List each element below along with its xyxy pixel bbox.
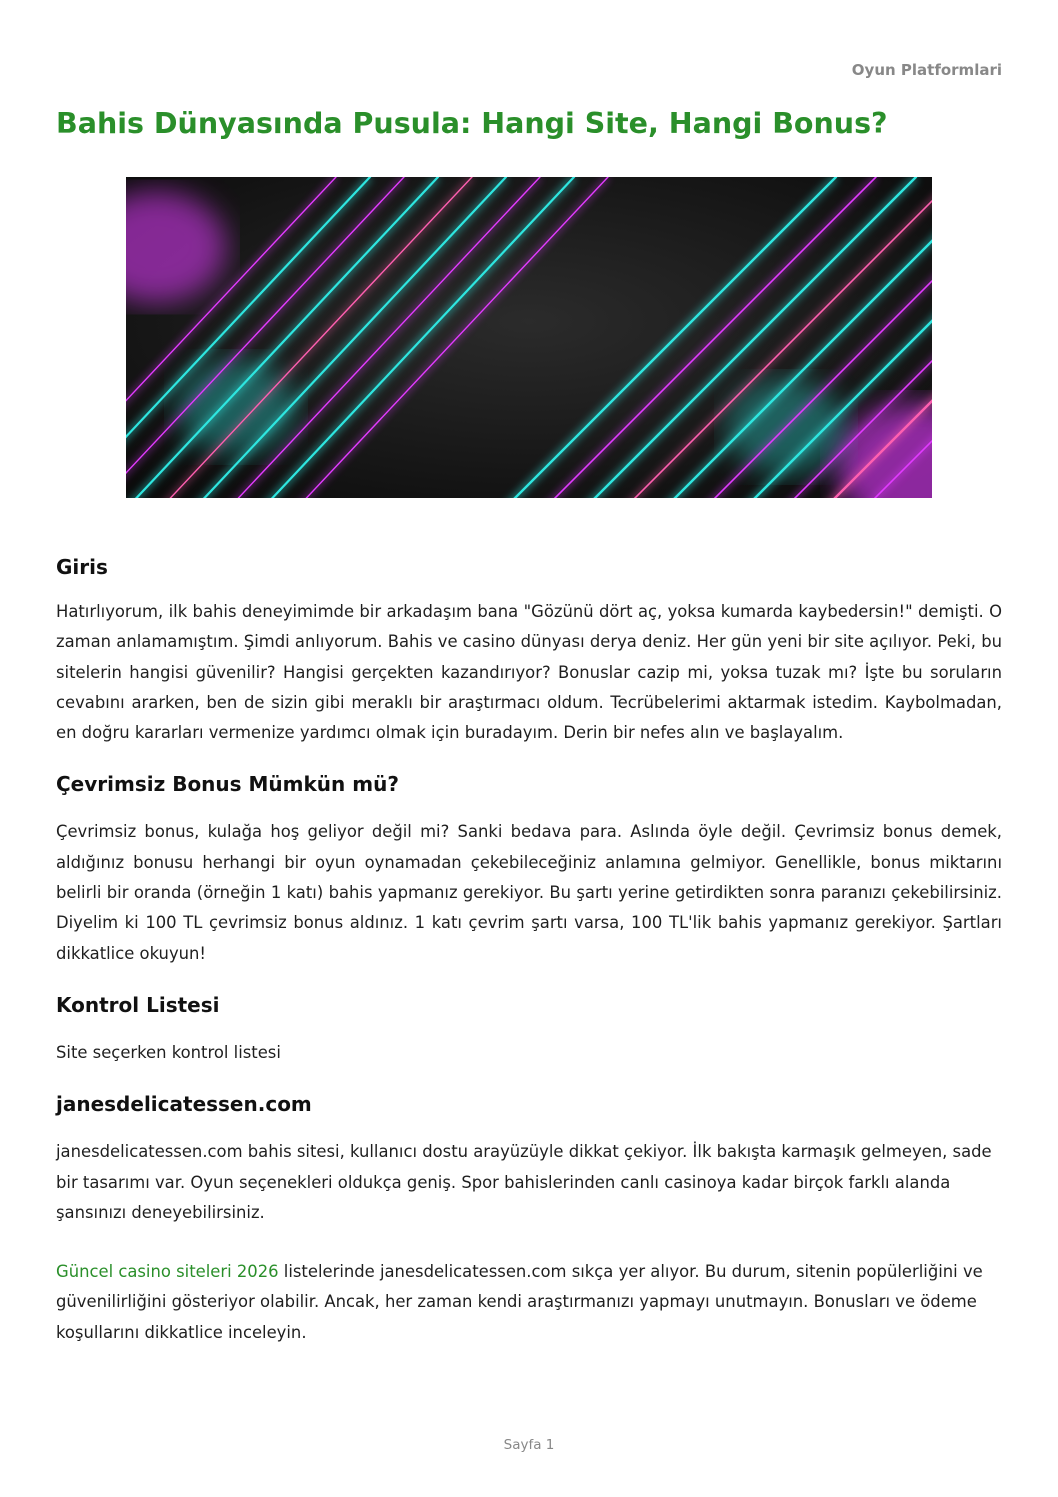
section-heading-kontrol-listesi: Kontrol Listesi bbox=[56, 992, 220, 1017]
page-number: Sayfa 1 bbox=[503, 1437, 555, 1453]
article-body bbox=[56, 552, 1002, 1348]
section-paragraph: Site seçerken kontrol listesi bbox=[56, 1042, 281, 1062]
section-paragraph: janesdelicatessen.com bahis sitesi, kullanıcı dostu arayüzüyle dikkat çekiyor. İlk bakışta karmaşık gelmeyen, sade bir tasarımı var. Oyun seçenekleri oldukça geniş. Spor bahislerinden canlı casinoya kadar birçok farklı alanda şansınızı deneyebilirsiniz. bbox=[56, 1142, 992, 1222]
running-header: Oyun Platformlari bbox=[851, 61, 1002, 79]
hero-image bbox=[126, 177, 932, 498]
neon-lines-illustration bbox=[126, 177, 932, 498]
casino-sites-link[interactable]: Güncel casino siteleri 2026 bbox=[56, 1262, 279, 1282]
section-heading-site: janesdelicatessen.com bbox=[56, 1092, 312, 1117]
section-heading-giris: Giris bbox=[56, 555, 108, 579]
page-title: Bahis Dünyasında Pusula: Hangi Site, Hangi Bonus? bbox=[56, 107, 888, 140]
link-paragraph bbox=[56, 1257, 1002, 1348]
link-paragraph-text: listelerinde janesdelicatessen.com sıkça yer alıyor. Bu durum, sitenin popülerliğini ve güvenilirliğini gösteriyor olabilir. Ancak, her zaman kendi araştırmanızı yapmayı unutmayın. Bonusları ve ödeme koşullarını dikkatlice inceleyin. bbox=[56, 1262, 983, 1342]
section-heading-cevrimsiz-bonus: Çevrimsiz Bonus Mümkün mü? bbox=[56, 772, 399, 797]
section-paragraph: Hatırlıyorum, ilk bahis deneyimimde bir arkadaşım bana "Gözünü dört aç, yoksa kumarda kaybedersin!" demişti. O zaman anlamamıştım. Şimdi anlıyorum. Bahis ve casino dünyası derya deniz. Her gün yeni bir site açılıyor. Peki, bu sitelerin hangisi güvenilir? Hangisi gerçekten kazandırıyor? Bonuslar cazip mi, yoksa tuzak mı? İşte bu soruların cevabını ararken, ben de sizin gibi meraklı bir araştırmacı oldum. Tecrübelerimi aktarmak istedim. Kaybolmadan, en doğru kararları vermenize yardımcı olmak için buradayım. Derin bir nefes alın ve başlayalım. bbox=[56, 602, 1002, 743]
section-paragraph: Çevrimsiz bonus, kulağa hoş geliyor değil mi? Sanki bedava para. Aslında öyle değil. Çevrimsiz bonus demek, aldığınız bonusu herhangi bir oyun oynamadan çekebileceğiniz anlamına gelmiyor. Genellikle, bonus miktarını belirli bir oranda (örneğin 1 katı) bahis yapmanız gerekiyor. Bu şartı yerine getirdikten sonra paranızı çekebilirsiniz. Diyelim ki 100 TL çevrimsiz bonus aldınız. 1 katı çevrim şartı varsa, 100 TL'lik bahis yapmanız gerekiyor. Şartları dikkatlice okuyun! bbox=[56, 822, 1002, 963]
